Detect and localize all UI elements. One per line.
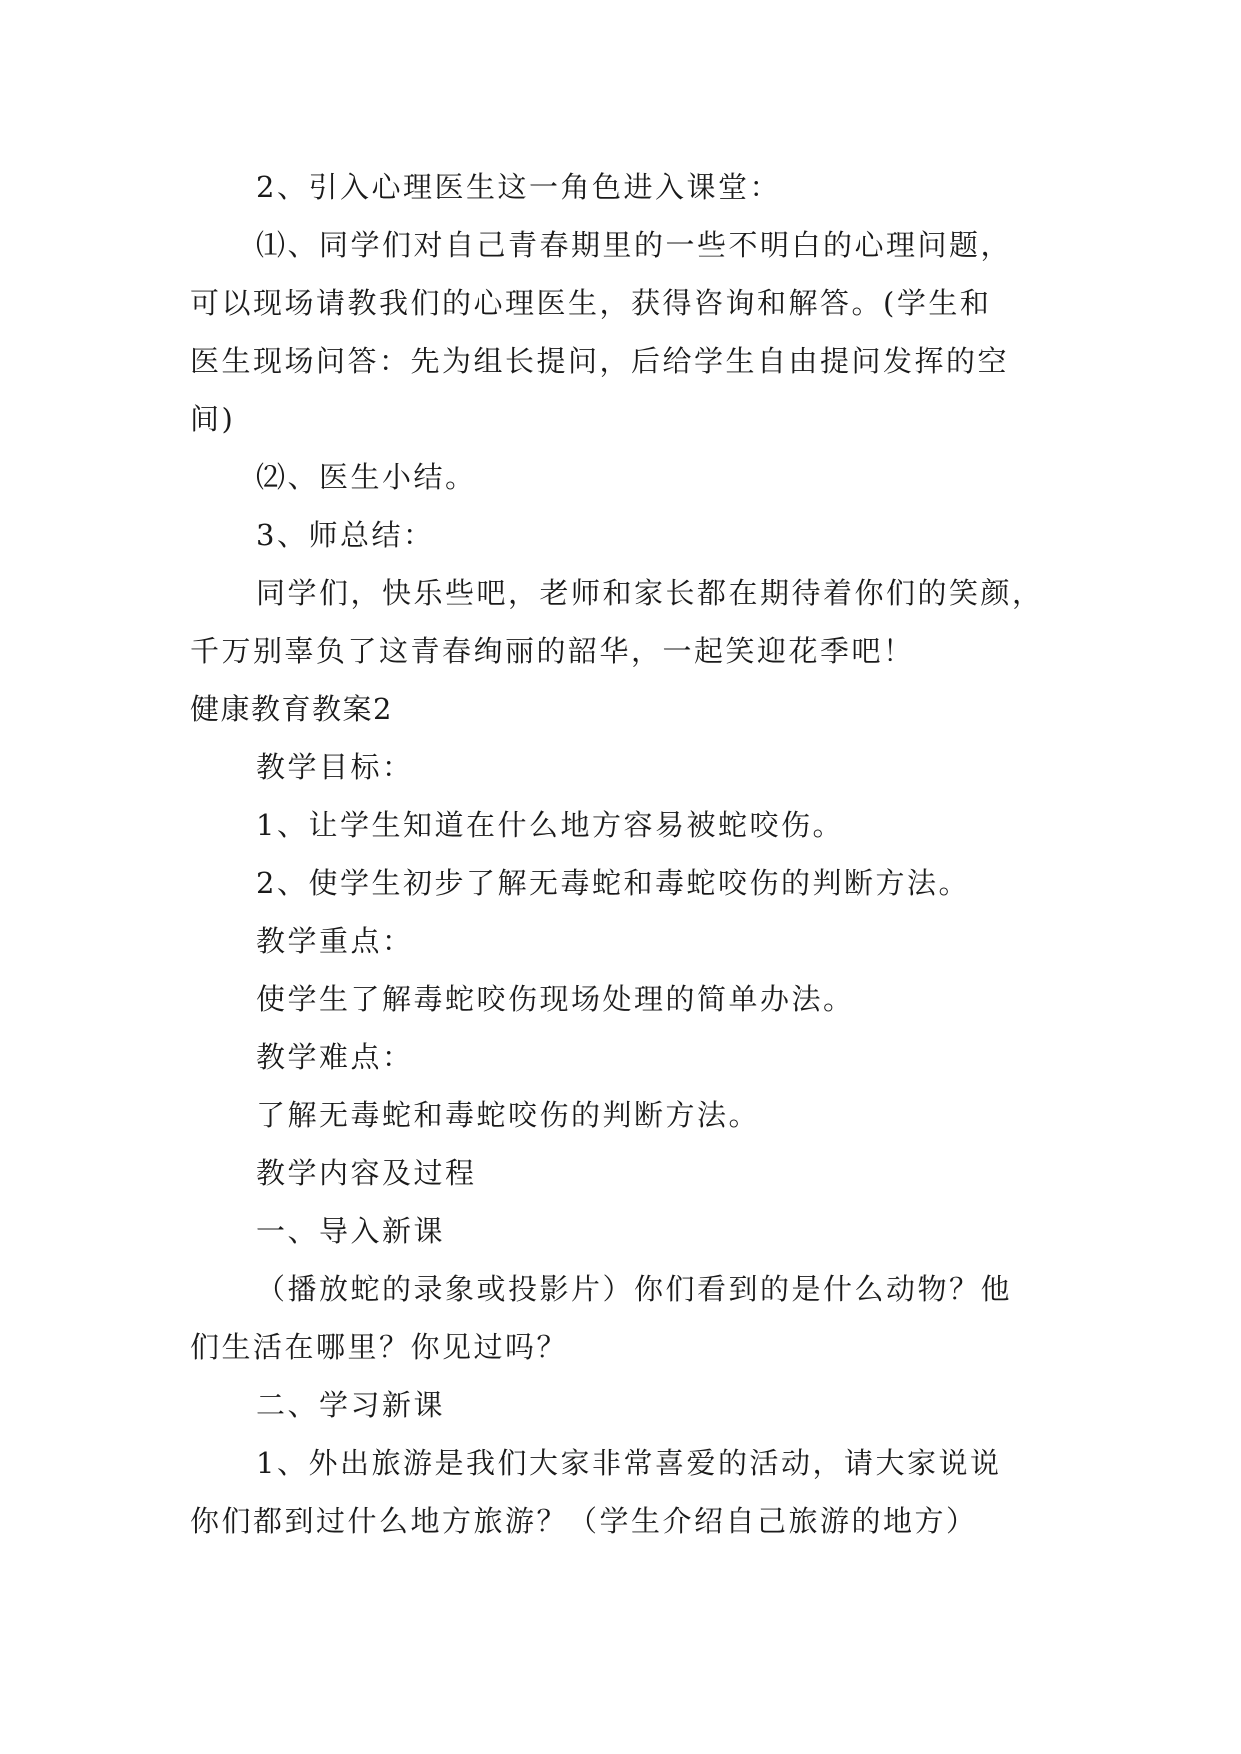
paragraph-line: 教学目标：	[256, 750, 414, 784]
paragraph-line: 了解无毒蛇和毒蛇咬伤的判断方法。	[256, 1098, 761, 1132]
paragraph-line: ⑵、医生小结。	[256, 460, 477, 494]
paragraph-line: 们生活在哪里？你见过吗？	[190, 1330, 569, 1364]
paragraph-line: 2、使学生初步了解无毒蛇和毒蛇咬伤的判断方法。	[256, 866, 970, 900]
paragraph-line: ⑴、同学们对自己青春期里的一些不明白的心理问题，	[256, 228, 1013, 262]
section-heading: 健康教育教案2	[190, 692, 393, 726]
paragraph-line: （播放蛇的录象或投影片）你们看到的是什么动物？他	[256, 1272, 1013, 1306]
paragraph-line: 间)	[190, 402, 236, 436]
paragraph-line: 千万别辜负了这青春绚丽的韶华，一起笑迎花季吧！	[190, 634, 915, 668]
paragraph-line: 教学难点：	[256, 1040, 414, 1074]
paragraph-line: 1、外出旅游是我们大家非常喜爱的活动，请大家说说	[256, 1446, 1002, 1480]
paragraph-line: 1、让学生知道在什么地方容易被蛇咬伤。	[256, 808, 844, 842]
paragraph-line: 你们都到过什么地方旅游？（学生介绍自己旅游的地方）	[190, 1504, 978, 1538]
paragraph-line: 2、引入心理医生这一角色进入课堂：	[256, 170, 781, 204]
paragraph-line: 同学们，快乐些吧，老师和家长都在期待着你们的笑颜，	[256, 576, 1044, 610]
document-body	[190, 158, 1070, 1550]
paragraph-line: 医生现场问答：先为组长提问，后给学生自由提问发挥的空	[190, 344, 1010, 378]
paragraph-line: 教学内容及过程	[256, 1156, 477, 1190]
paragraph-line: 3、师总结：	[256, 518, 435, 552]
paragraph-line: 二、学习新课	[256, 1388, 446, 1422]
paragraph-line: 教学重点：	[256, 924, 414, 958]
paragraph-line: 可以现场请教我们的心理医生，获得咨询和解答。(学生和	[190, 286, 992, 320]
paragraph-line: 一、导入新课	[256, 1214, 446, 1248]
paragraph-line: 使学生了解毒蛇咬伤现场处理的简单办法。	[256, 982, 855, 1016]
